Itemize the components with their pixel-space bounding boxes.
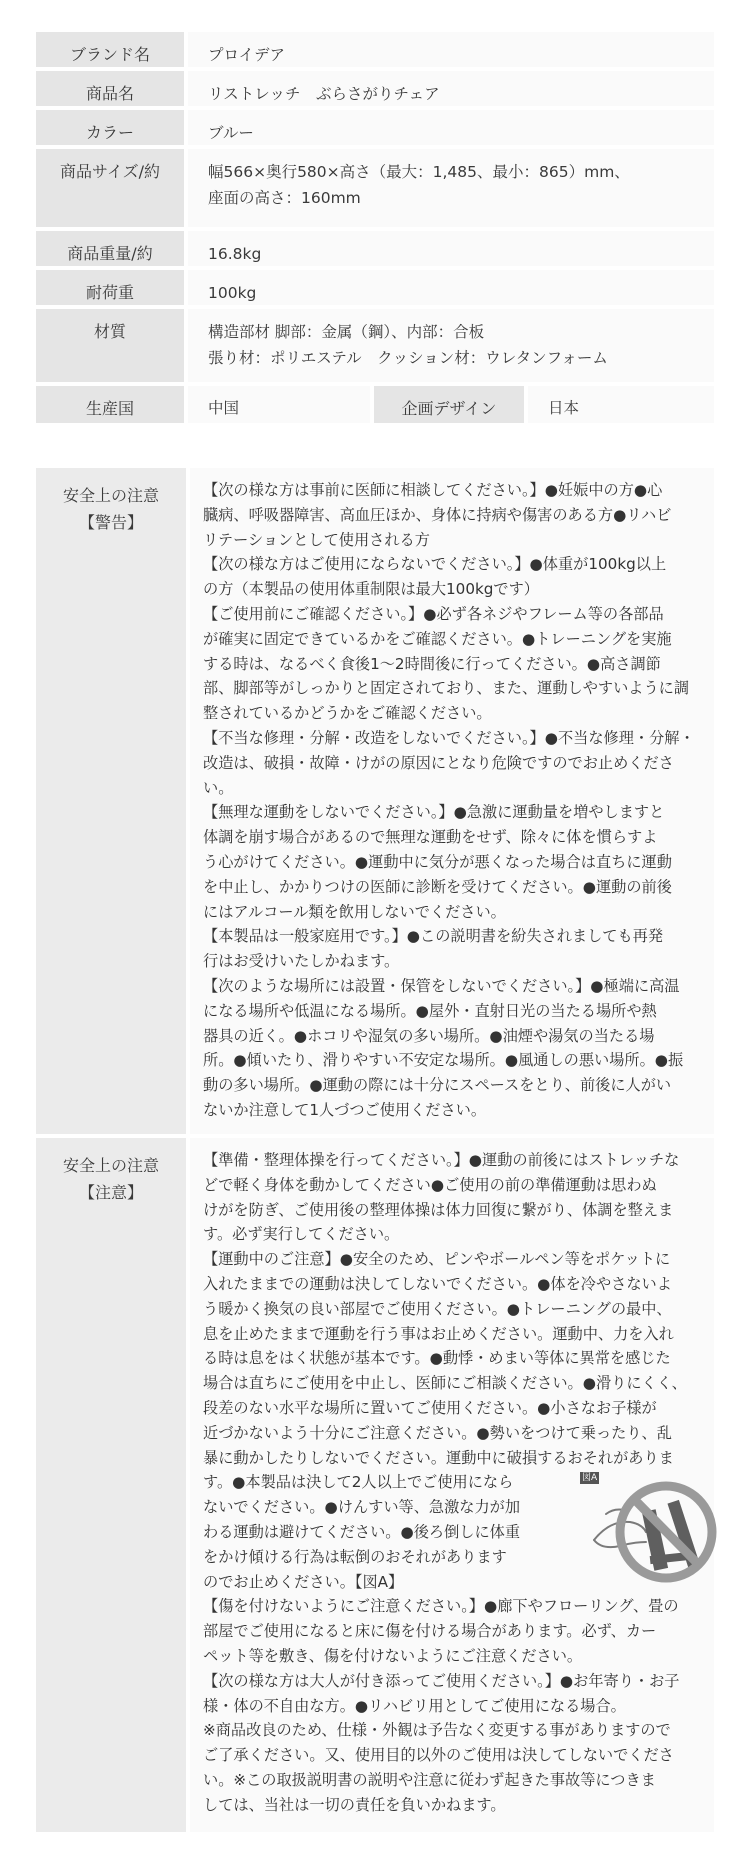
text-line: 整されているかどうかをご確認ください。 [203, 704, 492, 723]
spec-value [188, 71, 714, 106]
caution-text-top [203, 1148, 704, 1470]
text-line: ないか注意して1人づつご使用ください。 [203, 1100, 487, 1119]
warning-label-line2: 【警告】 [78, 513, 143, 532]
origin-cells [188, 386, 714, 423]
text-line: 【準備・整理体操を行ってください。】●運動の前後にはストレッチな [203, 1151, 680, 1169]
text-line: 動の多い場所。●運動の際には十分にスペースをとり、前後に人がい [203, 1076, 672, 1095]
spec-row-load [36, 270, 714, 305]
spec-label: ブランド名 [36, 32, 184, 67]
text-line: ペット等を敷き、傷を付けないようにご注意ください。 [203, 1646, 583, 1665]
text-line: 部、脚部等がしっかりと固定されており、また、運動しやすいように調 [203, 679, 689, 698]
spec-label: 商品名 [36, 71, 184, 106]
caution-text-bottom [203, 1594, 704, 1817]
spec-label: 耐荷重 [36, 270, 184, 305]
caution-section [36, 1138, 714, 1832]
text-line: 【本製品は一般家庭用です。】●この説明書を紛失されましても再発 [203, 927, 664, 946]
text-line: 入れたままでの運動は決してしないでください。●体を冷やさないよ [203, 1274, 672, 1293]
spec-table [36, 32, 714, 427]
text-line: わる運動は避けてください。●後ろ倒しに体重 [203, 1522, 521, 1541]
text-line: のでお止めください。【図A】 [203, 1572, 404, 1591]
text-line: が確実に固定できているかをご確認ください。●トレーニングを実施 [203, 629, 672, 648]
design-label: 企画デザイン [374, 386, 524, 423]
text-line: 所。●傾いたり、滑りやすい不安定な場所。●風通しの悪い場所。●振 [203, 1051, 684, 1070]
text-line: 【次の様な方は大人が付き添ってご使用ください。】●お年寄り・お子 [203, 1671, 680, 1690]
text-line: をかけ傾ける行為は転倒のおそれがあります [203, 1547, 507, 1566]
spec-value-line: ブルー [208, 124, 254, 142]
text-line: の方（本製品の使用体重制限は最大100kgです） [203, 580, 539, 599]
text-line: る時は息をはく状態が基本です。●動悸・めまい等体に異常を感じた [203, 1349, 671, 1368]
spec-label: 生産国 [36, 386, 184, 423]
spec-row-brand [36, 32, 714, 67]
text-line: ※商品改良のため、仕様・外観は予告なく変更する事がありますので [203, 1721, 671, 1740]
spec-value [188, 32, 714, 67]
text-line: す。●本製品は決して2人以上でご使用になら [203, 1473, 514, 1492]
text-line: 部屋でご使用になると床に傷を付ける場合があります。必ず、カー [203, 1622, 657, 1641]
caution-label-line1: 安全上の注意 [62, 1156, 159, 1175]
text-line: ご了承ください。又、使用目的以外のご使用は決してしないでくださ [203, 1746, 674, 1765]
spec-value-line: プロイデア [208, 46, 286, 64]
text-line: 様・体の不自由な方。●リハビリ用としてご使用になる場合。 [203, 1696, 626, 1715]
text-line: 【運動中のご注意】●安全のため、ピンやボールペン等をポケットに [203, 1250, 671, 1269]
spec-row-color [36, 110, 714, 145]
text-line: 器具の近く。●ホコリや湿気の多い場所。●油煙や湯気の当たる場 [203, 1026, 655, 1045]
design-value: 日本 [528, 386, 714, 423]
text-line: 息を止めたままで運動を行う事はお止めください。運動中、力を入れ [203, 1324, 674, 1343]
spec-value-line: 張り材：ポリエステル クッション材：ウレタンフォーム [208, 349, 608, 367]
figure-a [580, 1470, 720, 1586]
spec-value-line: 16.8kg [208, 245, 262, 263]
text-line: 【次の様な方はご使用にならないでください。】●体重が100kg以上 [203, 555, 667, 574]
warning-body [190, 468, 714, 1134]
figure-a-label: 図A [582, 1473, 598, 1484]
text-line: ないでください。●けんすい等、急激な力が加 [203, 1498, 521, 1517]
text-line: けがを防ぎ、ご使用後の整理体操は体力回復に繋がり、体調を整えま [203, 1200, 674, 1219]
spec-label: カラー [36, 110, 184, 145]
text-line: 場合は直ちにご使用を中止し、医師にご相談ください。●滑りにくく、 [203, 1374, 687, 1393]
warning-label-line1: 安全上の注意 [62, 486, 159, 505]
spec-row-origin [36, 386, 714, 423]
text-line: 【不当な修理・分解・改造をしないでください。】●不当な修理・分解・ [203, 728, 695, 747]
spec-row-weight [36, 231, 714, 266]
spec-label: 商品サイズ/約 [36, 149, 184, 227]
text-line: 【傷を付けないようにご注意ください。】●廊下やフローリング、畳の [203, 1597, 679, 1616]
spec-value [188, 309, 714, 382]
text-line: う心がけてください。●運動中に気分が悪くなった場合は直ちに運動 [203, 852, 672, 871]
spec-value [188, 231, 714, 266]
text-line: 段差のない水平な場所に置いてご使用ください。●小さなお子様が [203, 1398, 657, 1417]
text-line: う暖かく換気の良い部屋でご使用ください。●トレーニングの最中、 [203, 1299, 672, 1318]
text-line: 体調を崩す場合があるので無理な運動をせず、除々に体を慣らすよ [203, 828, 658, 847]
text-line: する時は、なるべく食後1～2時間後に行ってください。●高さ調節 [203, 654, 661, 673]
text-line: い。 [203, 778, 234, 797]
warning-label [36, 468, 186, 1134]
text-line: 【ご使用前にご確認ください。】●必ず各ネジやフレーム等の各部品 [203, 604, 664, 623]
text-line: 改造は、破損・故障・けがの原因にとなり危険ですのでお止めくださ [203, 753, 674, 772]
spec-value-line: 幅566×奥行580×高さ（最大：1,485、最小：865）mm、 [208, 163, 630, 181]
text-line: す。必ず実行してください。 [203, 1225, 400, 1244]
spec-row-material [36, 309, 714, 382]
text-line: 暴に動かしたりしないでください。運動中に破損するおそれがありま [203, 1448, 674, 1467]
text-line: 臓病、呼吸器障害、高血圧ほか、身体に持病や傷害のある方●リハビ [203, 505, 672, 524]
caution-body [190, 1138, 714, 1832]
text-line: 【無理な運動をしないでください。】●急激に運動量を増やしますと [203, 803, 665, 822]
text-line: しては、当社は一切の責任を負いかねます。 [203, 1795, 506, 1814]
text-line: になる場所や低温になる場所。●屋外・直射日光の当たる場所や熱 [203, 1001, 657, 1020]
text-line: どで軽く身体を動かしてください●ご使用の前の準備運動は思わぬ [203, 1175, 657, 1194]
text-line: にはアルコール類を飲用しないでください。 [203, 902, 506, 921]
spec-value-line: 100kg [208, 284, 257, 302]
text-line: リテーションとして使用される方 [203, 530, 430, 549]
text-line: 【次の様な方は事前に医師に相談してください。】●妊娠中の方●心 [203, 481, 663, 499]
caution-figure-block [203, 1470, 704, 1594]
caution-label [36, 1138, 186, 1832]
spec-label: 材質 [36, 309, 184, 382]
spec-row-product-name [36, 71, 714, 106]
spec-label: 商品重量/約 [36, 231, 184, 266]
warning-section [36, 468, 714, 1134]
text-line: 近づかないよう十分にご注意ください。●勢いをつけて乗ったり、乱 [203, 1423, 672, 1442]
no-tilt-chair-icon [580, 1470, 720, 1586]
origin-value: 中国 [188, 386, 370, 423]
spec-value-line: 座面の高さ：160mm [208, 189, 361, 207]
caution-label-line2: 【注意】 [78, 1183, 143, 1202]
spec-value [188, 270, 714, 305]
spec-value [188, 149, 714, 227]
text-line: い。※この取扱説明書の説明や注意に従わず起きた事故等につきま [203, 1770, 656, 1789]
text-line: を中止し、かかりつけの医師に診断を受けてください。●運動の前後 [203, 877, 672, 896]
text-line: 行はお受けいたしかねます。 [203, 952, 400, 971]
spec-row-size [36, 149, 714, 227]
spec-value [188, 110, 714, 145]
spec-value-line: リストレッチ ぶらさがりチェア [208, 85, 440, 103]
spec-value-line: 構造部材 脚部：金属（鋼）、内部：合板 [208, 323, 485, 341]
text-line: 【次のような場所には設置・保管をしないでください。】●極端に高温 [203, 976, 680, 995]
